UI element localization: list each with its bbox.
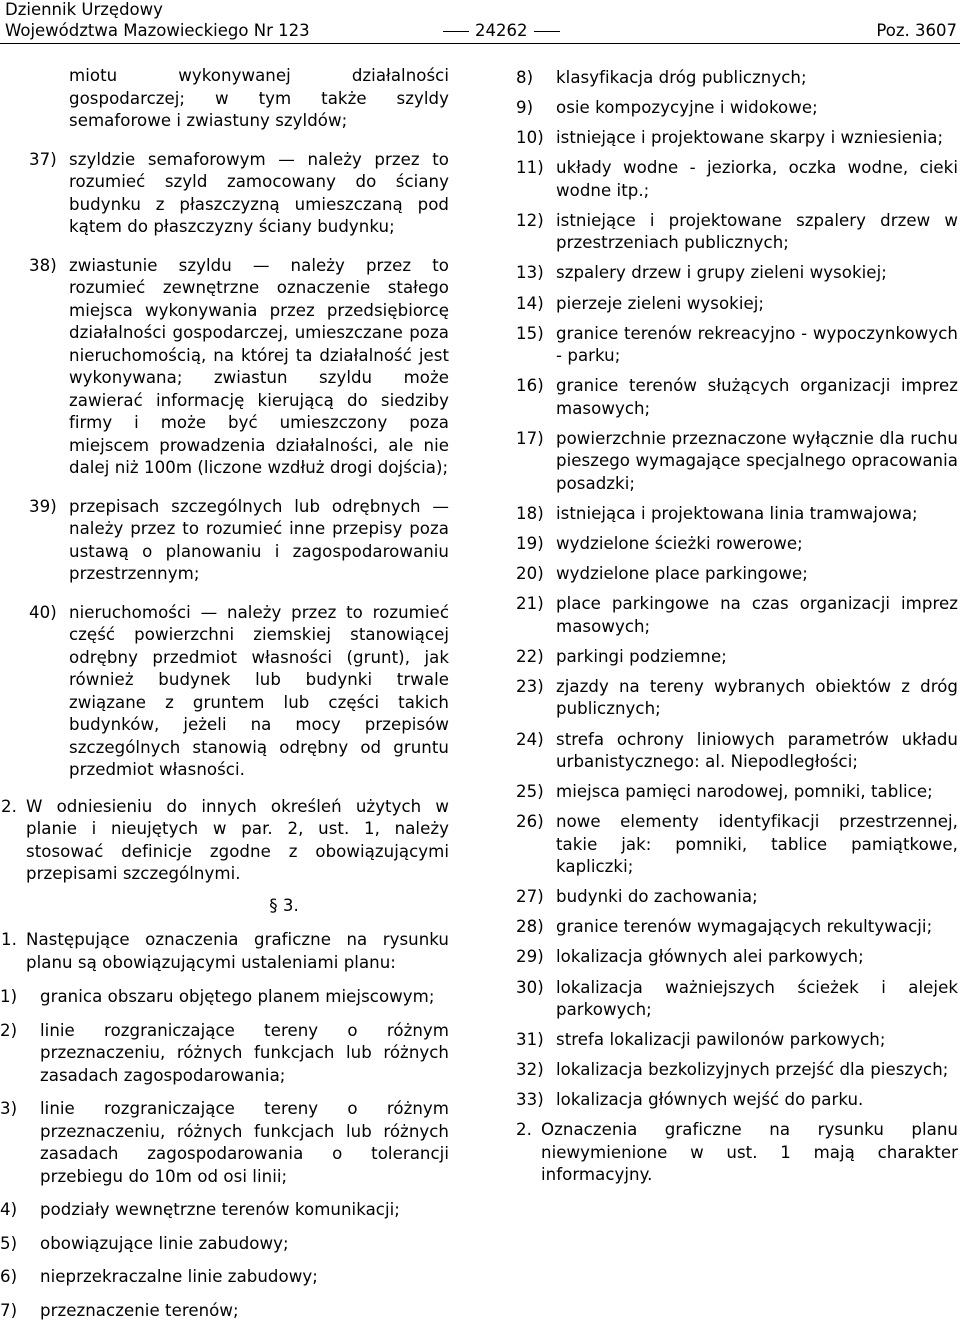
position-number: Poz. 3607	[876, 21, 957, 40]
item-text: miejsca pamięci narodowej, pomniki, tablice;	[556, 782, 933, 802]
list-item	[516, 676, 958, 721]
item-number: 26)	[516, 812, 544, 832]
list-item	[0, 1098, 449, 1188]
list-item	[516, 593, 958, 638]
item-text: układy wodne - jeziorka, oczka wodne, cieki wodne itp.;	[556, 158, 958, 200]
item-number: 27)	[516, 887, 544, 907]
item-number: 1)	[0, 987, 18, 1006]
paragraph-2-right	[516, 1119, 958, 1187]
list-item	[516, 886, 958, 909]
item-number: 7)	[0, 1300, 18, 1320]
item-number: 13)	[516, 263, 544, 283]
dash-right	[534, 31, 560, 32]
item-text: budynki do zachowania;	[556, 887, 758, 907]
item-number: 12)	[516, 210, 544, 230]
paragraph-text: Następujące oznaczenia graficzne na rysunku planu są obowiązującymi ustaleniami planu:	[26, 930, 449, 972]
item-text: wydzielone place parkingowe;	[556, 564, 808, 584]
item-number: 3)	[0, 1099, 18, 1118]
item-text: lokalizacja głównych alei parkowych;	[556, 947, 864, 967]
item-number: 8)	[516, 68, 534, 87]
item-number: 29)	[516, 947, 544, 967]
item-number: 9)	[516, 98, 534, 118]
paragraph-number: 1.	[1, 930, 17, 949]
right-column	[516, 67, 958, 1196]
list-item	[516, 210, 958, 255]
item-text: przeznaczenie terenów;	[40, 1300, 239, 1320]
list-item	[516, 262, 958, 285]
item-text: nowe elementy identyfikacji przestrzennej, takie jak: pomniki, tablice pamiątkowe, kapliczki;	[556, 812, 958, 877]
paragraph-2	[1, 796, 449, 886]
paragraph-text: W odniesieniu do innych określeń użytych w planie i nieujętych w par. 2, ust. 1, należy stosować definicje zgodne z obowiązującymi przepisami szczególnymi.	[26, 796, 449, 883]
item-number: 25)	[516, 782, 544, 802]
item-number: 6)	[0, 1267, 18, 1286]
item-text: lokalizacja głównych wejść do parku.	[556, 1090, 864, 1110]
item-number: 37)	[29, 149, 57, 169]
paragraph-number: 2.	[1, 796, 17, 816]
item-number: 39)	[29, 496, 57, 516]
list-item	[516, 67, 958, 90]
list-item	[516, 293, 958, 316]
item-text: przepisach szczególnych lub odrębnych — należy przez to rozumieć inne przepisy poza ustawą o planowaniu i zagospodarowaniu przestrzennym;	[69, 496, 449, 583]
item-text: lokalizacja ważniejszych ścieżek i alejek parkowych;	[556, 977, 958, 1020]
item-number: 40)	[29, 602, 57, 622]
item-number: 28)	[516, 917, 544, 937]
item-number: 30)	[516, 977, 544, 997]
dash-left	[443, 31, 469, 32]
list-item	[516, 563, 958, 586]
item-number: 4)	[0, 1200, 18, 1219]
list-item	[0, 1266, 449, 1289]
item-text: parkingi podziemne;	[556, 646, 727, 666]
item-text: strefa ochrony liniowych parametrów układu urbanistycznego: al. Niepodległości;	[556, 729, 958, 771]
list-item	[0, 1233, 449, 1256]
list-item	[516, 323, 958, 368]
item-text: granice terenów rekreacyjno - wypoczynkowych - parku;	[556, 323, 958, 366]
list-item	[29, 496, 449, 586]
list-item	[516, 428, 958, 496]
list-item	[516, 646, 958, 669]
item-text: granice terenów wymagających rekultywacji;	[556, 917, 933, 937]
list-item	[516, 946, 958, 969]
marking-list-right	[516, 67, 958, 1112]
item-number: 21)	[516, 594, 544, 614]
item-number: 11)	[516, 158, 544, 178]
paragraph-text: Oznaczenia graficzne na rysunku planu niewymienione w ust. 1 mają charakter informacyjny.	[541, 1120, 958, 1185]
item-number: 10)	[516, 128, 544, 148]
item-number: 33)	[516, 1090, 544, 1110]
list-item	[0, 1199, 449, 1222]
item-text: pierzeje zieleni wysokiej;	[556, 293, 765, 313]
item-text: linie rozgraniczające tereny o różnym przeznaczeniu, różnych funkcjach lub różnych zasadach zagospodarowania o tolerancji przebiegu do 10m od osi linii;	[40, 1099, 449, 1186]
item-number: 17)	[516, 428, 544, 448]
item-text: zjazdy na tereny wybranych obiektów z dróg publicznych;	[556, 676, 958, 719]
item-text: zwiastunie szyldu — należy przez to rozumieć zewnętrzne oznaczenie stałego miejsca wykonywania przez przedsiębiorcę działalności gospodarczej, umieszczane poza nieruchomością, na której ta działalność jest wykonywana; zwiastun szyldu może zawierać informację kierującą do siedziby firmy i może być umieszczony poza miejscem prowadzenia działalności, ale nie dalej niż 100m (liczone wzdłuż drogi dojścia);	[69, 255, 449, 477]
left-column	[0, 65, 449, 1333]
item-text: szpalery drzew i grupy zieleni wysokiej;	[556, 263, 887, 283]
marking-list-left	[0, 986, 449, 1322]
item-number: 32)	[516, 1060, 544, 1080]
journal-title: Dziennik Urzędowy	[5, 0, 163, 19]
item-text: obowiązujące linie zabudowy;	[40, 1233, 289, 1253]
list-item	[29, 149, 449, 239]
item-number: 16)	[516, 376, 544, 396]
continuation-text: miotu wykonywanej działalności gospodarczej; w tym także szyldy semaforowe i zwiastuny szyldów;	[69, 66, 449, 130]
item-text: lokalizacja bezkolizyjnych przejść dla pieszych;	[556, 1060, 949, 1080]
list-item	[516, 729, 958, 774]
item-text: nieprzekraczalne linie zabudowy;	[40, 1267, 318, 1286]
item-number: 14)	[516, 293, 544, 313]
item-number: 5)	[0, 1233, 18, 1253]
item-text: podziały wewnętrzne terenów komunikacji;	[40, 1200, 400, 1219]
list-item	[0, 986, 449, 1009]
section-heading: § 3.	[269, 895, 299, 915]
paragraph-number: 2.	[516, 1120, 532, 1140]
list-item	[516, 1029, 958, 1052]
list-item	[516, 533, 958, 556]
item-number: 22)	[516, 646, 544, 666]
item-text: granica obszaru objętego planem miejscowym;	[40, 987, 435, 1006]
item-number: 2)	[0, 1020, 18, 1040]
item-text: klasyfikacja dróg publicznych;	[556, 68, 807, 87]
item-text: istniejące i projektowane szpalery drzew w przestrzeniach publicznych;	[556, 210, 958, 253]
item-text: istniejące i projektowane skarpy i wzniesienia;	[556, 128, 944, 148]
list-item	[516, 375, 958, 420]
list-item	[516, 1059, 958, 1082]
list-item	[516, 916, 958, 939]
item-number: 31)	[516, 1030, 544, 1050]
journal-issue: Województwa Mazowieckiego Nr 123	[5, 21, 310, 40]
item-number: 24)	[516, 729, 544, 749]
item-number: 23)	[516, 676, 544, 696]
list-item	[516, 1089, 958, 1112]
item-text: powierzchnie przeznaczone wyłącznie dla ruchu pieszego wymagające specjalnego opracowania posadzki;	[556, 428, 958, 493]
item-text: osie kompozycyjne i widokowe;	[556, 98, 818, 118]
list-item	[516, 503, 958, 526]
page-number-value: 24262	[475, 21, 528, 40]
item-text: linie rozgraniczające tereny o różnym przeznaczeniu, różnych funkcjach lub różnych zasadach zagospodarowania;	[40, 1020, 449, 1085]
list-item	[516, 157, 958, 202]
item-number: 38)	[29, 255, 57, 275]
list-item	[516, 781, 958, 804]
page-number	[437, 21, 566, 41]
item-text: szyldzie semaforowym — należy przez to rozumieć szyld zamocowany do ściany budynku z płaszczyzną umieszczaną pod kątem do płaszczyzny ściany budynku;	[69, 149, 449, 236]
paragraph-1	[1, 929, 449, 974]
item-text: place parkingowe na czas organizacji imprez masowych;	[556, 594, 958, 636]
item-text: granice terenów służących organizacji imprez masowych;	[556, 376, 958, 418]
list-item	[516, 97, 958, 120]
list-item	[29, 255, 449, 480]
item-text: istniejąca i projektowana linia tramwajowa;	[556, 503, 918, 523]
item-number: 18)	[516, 503, 544, 523]
list-item	[0, 1020, 449, 1088]
list-item	[0, 1300, 449, 1323]
item-number: 19)	[516, 534, 544, 554]
definitions-list	[29, 149, 449, 782]
list-item	[516, 977, 958, 1022]
item-text: nieruchomości — należy przez to rozumieć część powierzchni ziemskiej stanowiącej odrębny przedmiot własności (grunt), jak również budynek lub budynki trwale związane z gruntem lub części takich budynków, jeżeli na mocy przepisów szczególnych stanowią odrębny od gruntu przedmiot własności.	[69, 602, 449, 779]
item-number: 15)	[516, 323, 544, 343]
list-item	[29, 602, 449, 782]
list-item	[516, 127, 958, 150]
header-divider	[0, 43, 960, 44]
item-text: strefa lokalizacji pawilonów parkowych;	[556, 1030, 886, 1050]
item-number: 20)	[516, 564, 544, 584]
list-item	[516, 811, 958, 879]
item-text: wydzielone ścieżki rowerowe;	[556, 534, 803, 554]
